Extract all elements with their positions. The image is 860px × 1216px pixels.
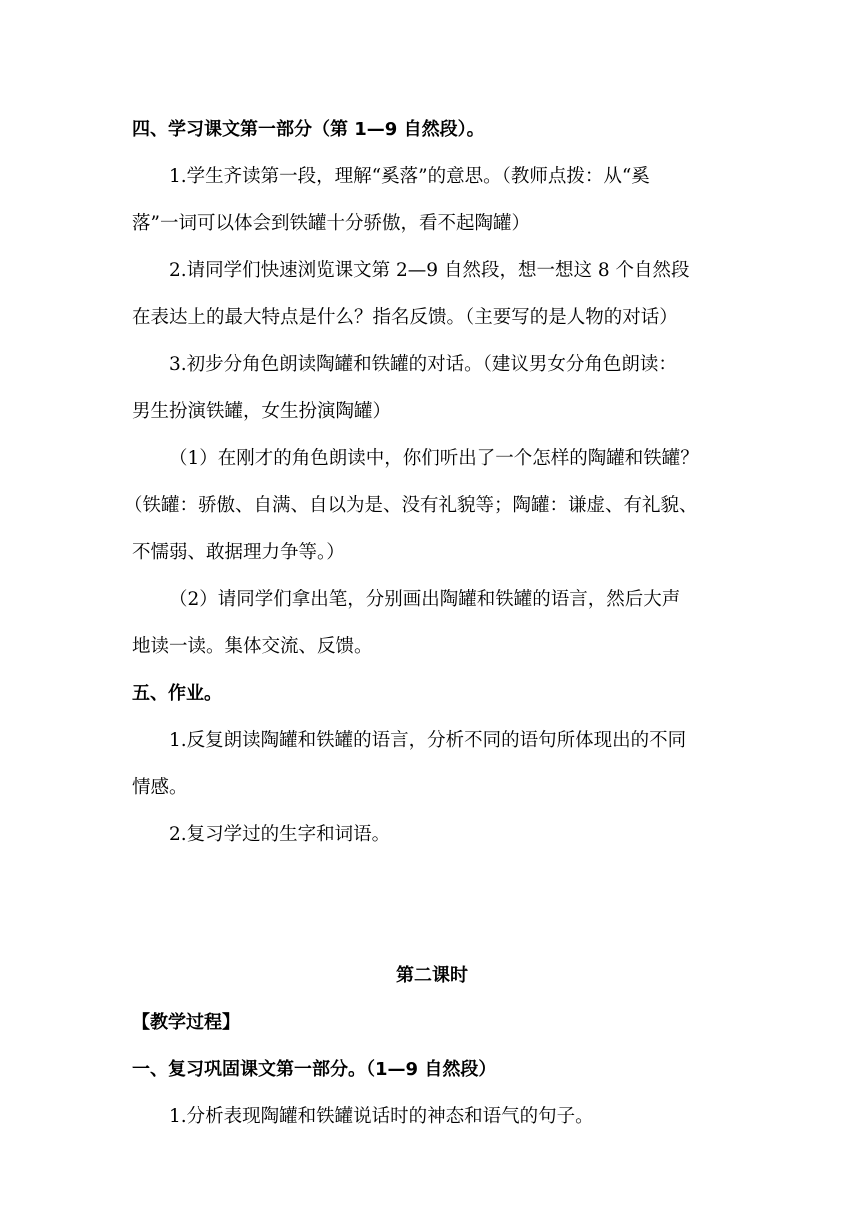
sub-item-2: （2）请同学们拿出笔，分别画出陶罐和铁罐的语言，然后大声 [169,589,681,610]
paragraph-item-1-continued: 落”一词可以体会到铁罐十分骄傲，看不起陶罐） [132,213,530,234]
section-heading-1: 一、复习巩固课文第一部分。（1—9 自然段） [132,1059,497,1080]
homework-item-2: 2.复习学过的生字和词语。 [169,824,391,845]
spacer [132,858,732,952]
document-page [124,106,732,1140]
section-heading-4: 四、学习课文第一部分（第 1—9 自然段）。 [132,119,485,140]
lesson2-item-1: 1.分析表现陶罐和铁罐说话时的神态和语气的句子。 [169,1106,594,1127]
sub-item-1-continued: （铁罐：骄傲、自满、自以为是、没有礼貌等；陶罐：谦虚、有礼貌、 [124,495,698,516]
paragraph-item-2-continued: 在表达上的最大特点是什么？指名反馈。（主要写的是人物的对话） [132,307,678,328]
sub-item-2-continued: 地读一读。集体交流、反馈。 [132,636,373,657]
sub-item-1-continued-2: 不懦弱、敢据理力争等。） [132,542,345,563]
lesson-title: 第二课时 [396,965,468,986]
homework-item-1: 1.反复朗读陶罐和铁罐的语言，分析不同的语句所体现出的不同 [169,730,687,751]
homework-item-1-continued: 情感。 [132,777,188,798]
paragraph-item-2: 2.请同学们快速浏览课文第 2—9 自然段，想一想这 8 个自然段 [169,260,690,281]
sub-item-1: （1）在刚才的角色朗读中，你们听出了一个怎样的陶罐和铁罐？ [169,448,699,469]
paragraph-item-3-continued: 男生扮演铁罐，女生扮演陶罐） [132,401,392,422]
paragraph-item-3: 3.初步分角色朗读陶罐和铁罐的对话。（建议男女分角色朗读： [169,354,677,375]
teaching-process-label: 【教学过程】 [132,1012,240,1033]
section-heading-5: 五、作业。 [132,683,222,704]
paragraph-item-1: 1.学生齐读第一段，理解“奚落”的意思。（教师点拨：从“奚 [169,166,650,187]
